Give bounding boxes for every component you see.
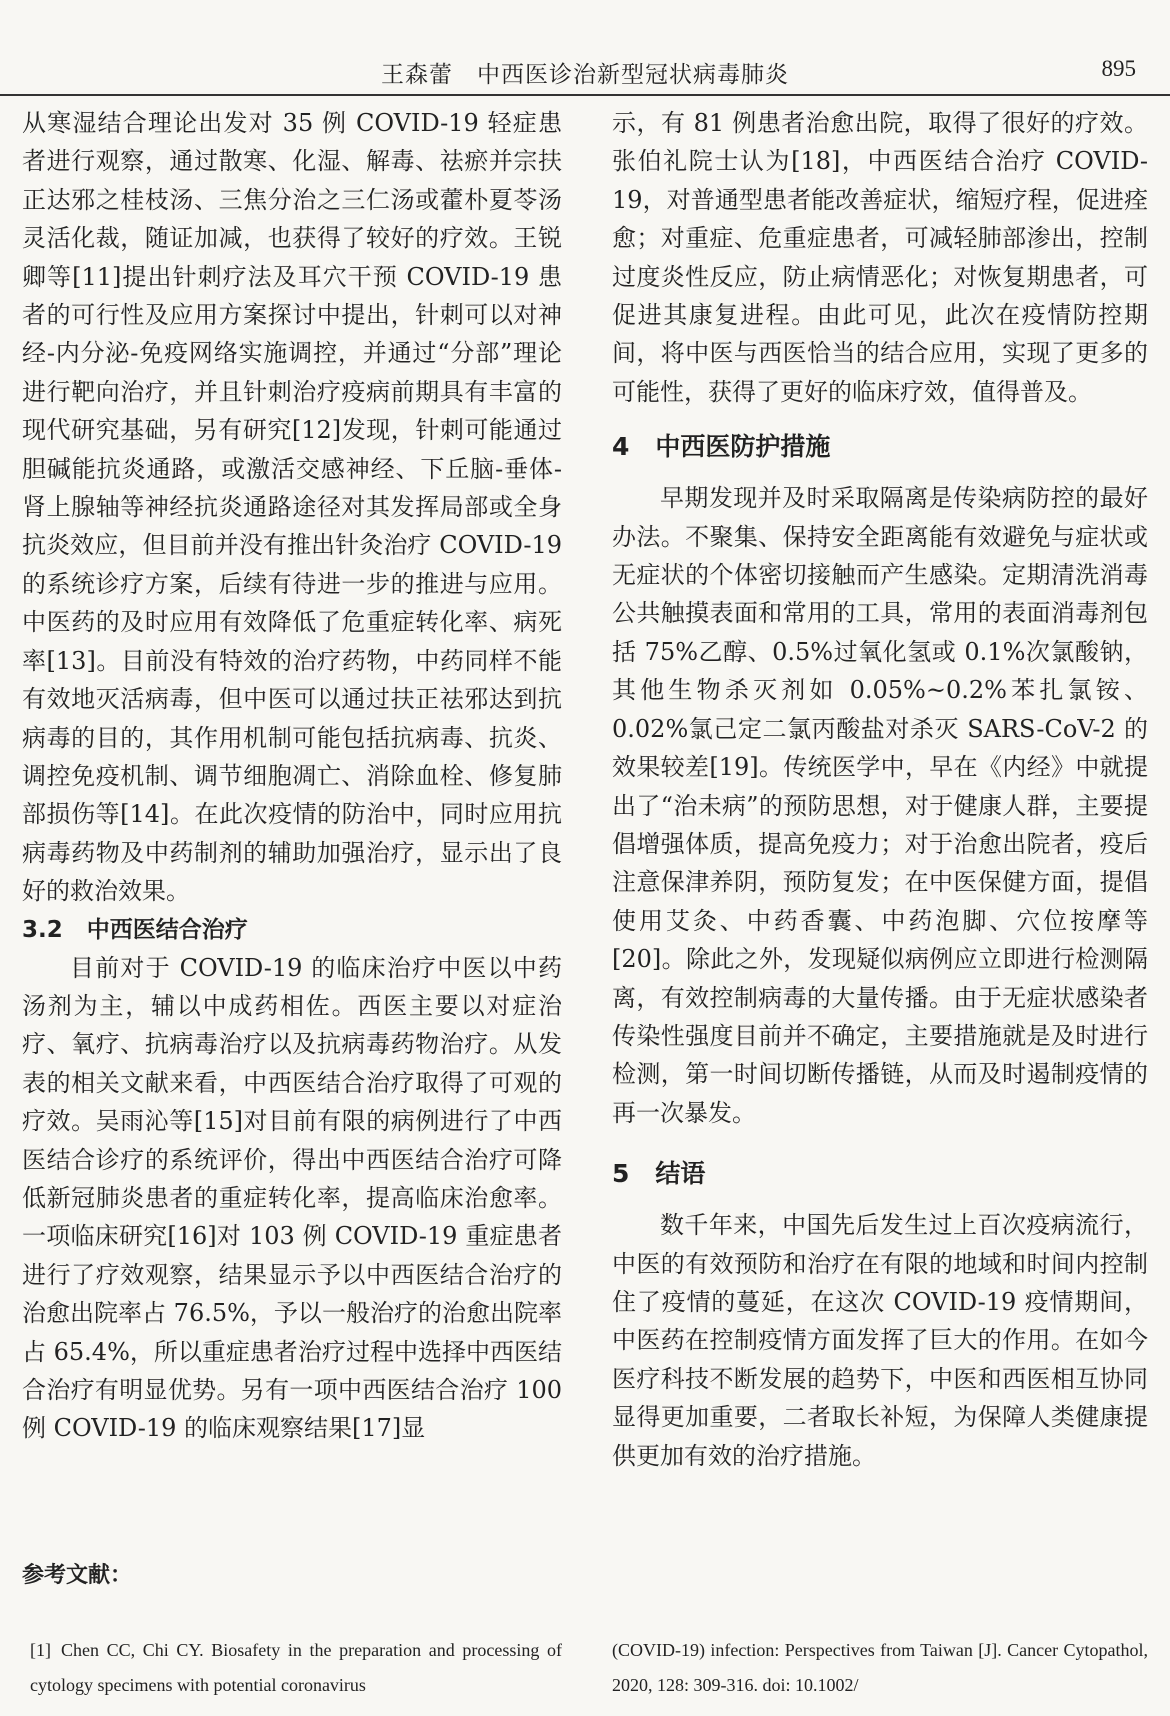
left-paragraph-1: 从寒湿结合理论出发对 35 例 COVID-19 轻症患者进行观察，通过散寒、化湿、解毒、祛瘀并宗扶正达邪之桂枝汤、三焦分治之三仁汤或藿朴夏苓汤灵活化裁，随证加减，也获得了较好的疗效。王锐卿等[11]提出针刺疗法及耳穴干预 COVID-19 患者的可行性及应用方案探讨中提出，针刺可以对神经-内分泌-免疫网络实施调控，并通过“分部”理论进行靶向治疗，并且针刺治疗疫病前期具有丰富的现代研究基础，另有研究[12]发现，针刺可能通过胆碱能抗炎通路，或激活交感神经、下丘脑-垂体-肾上腺轴等神经抗炎通路途径对其发挥局部或全身抗炎效应，但目前并没有推出针灸治疗 COVID-19 的系统诊疗方案，后续有待进一步的推进与应用。中医药的及时应用有效降低了危重症转化率、病死率[13]。目前没有特效的治疗药物，中药同样不能有效地灭活病毒，但中医可以通过扶正祛邪达到抗病毒的目的，其作用机制可能包括抗病毒、抗炎、调控免疫机制、调节细胞凋亡、消除血栓、修复肺部损伤等[14]。在此次疫情的防治中，同时应用抗病毒药物及中药制剂的辅助加强治疗，显示出了良好的救治效果。 bbox=[22, 109, 562, 906]
reference-1-part-2 bbox=[612, 1633, 1148, 1703]
running-title: 王森蕾 中西医诊治新型冠状病毒肺炎 bbox=[381, 62, 789, 88]
references-heading: 参考文献： bbox=[22, 1563, 133, 1588]
reference-text: Chen CC, Chi CY. Biosafety in the preparation and processing of cytology specimens with potential coronavirus bbox=[30, 1640, 562, 1695]
running-header bbox=[0, 48, 1170, 96]
left-column bbox=[22, 104, 562, 1448]
page-number: 895 bbox=[1101, 56, 1136, 81]
right-paragraph-2: 早期发现并及时采取隔离是传染病防控的最好办法。不聚集、保持安全距离能有效避免与症状或无症状的个体密切接触而产生感染。定期清洗消毒公共触摸表面和常用的工具，常用的表面消毒剂包括 75%乙醇、0.5%过氧化氢或 0.1%次氯酸钠，其他生物杀灭剂如 0.05%~0.2%苯扎氯铵、0.02%氯己定二氯丙酸盐对杀灭 SARS-CoV-2 的效果较差[19]。传统医学中，早在《内经》中就提出了“治未病”的预防思想，对于健康人群，主要提倡增强体质，提高免疫力；对于治愈出院者，疫后注意保津养阴，预防复发；在中医保健方面，提倡使用艾灸、中药香囊、中药泡脚、穴位按摩等[20]。除此之外，发现疑似病例应立即进行检测隔离，有效控制病毒的大量传播。由于无症状感染者传染性强度目前并不确定，主要措施就是及时进行检测，第一时间切断传播链，从而及时遏制疫情的再一次暴发。 bbox=[612, 484, 1148, 1127]
section-heading-4 bbox=[612, 423, 1148, 471]
subsection-heading-3-2 bbox=[22, 911, 562, 949]
right-column bbox=[612, 104, 1148, 1475]
section-heading-5 bbox=[612, 1150, 1148, 1198]
subsection-number: 3.2 bbox=[22, 916, 63, 943]
subsection-title: 中西医结合治疗 bbox=[86, 916, 248, 943]
reference-label: [1] bbox=[30, 1640, 51, 1660]
right-paragraph-1: 示，有 81 例患者治愈出院，取得了很好的疗效。张伯礼院士认为[18]，中西医结合治疗 COVID-19，对普通型患者能改善症状，缩短疗程，促进痊愈；对重症、危重症患者，可减轻肺部渗出，控制过度炎性反应，防止病情恶化；对恢复期患者，可促进其康复进程。由此可见，此次在疫情防控期间，将中医与西医恰当的结合应用，实现了更多的可能性，获得了更好的临床疗效，值得普及。 bbox=[612, 109, 1148, 406]
reference-1-part-1 bbox=[30, 1633, 562, 1703]
section-number: 5 bbox=[612, 1159, 630, 1189]
section-title: 结语 bbox=[655, 1159, 706, 1189]
right-paragraph-3: 数千年来，中国先后发生过上百次疫病流行，中医的有效预防和治疗在有限的地域和时间内控制住了疫情的蔓延，在这次 COVID-19 疫情期间，中医药在控制疫情方面发挥了巨大的作用。在如今医疗科技不断发展的趋势下，中医和西医相互协同显得更加重要，二者取长补短，为保障人类健康提供更加有效的治疗措施。 bbox=[612, 1211, 1148, 1470]
left-paragraph-2: 目前对于 COVID-19 的临床治疗中医以中药汤剂为主，辅以中成药相佐。西医主要以对症治疗、氧疗、抗病毒治疗以及抗病毒药物治疗。从发表的相关文献来看，中西医结合治疗取得了可观的疗效。吴雨沁等[15]对目前有限的病例进行了中西医结合诊疗的系统评价，得出中西医结合治疗可降低新冠肺炎患者的重症转化率，提高临床治愈率。一项临床研究[16]对 103 例 COVID-19 重症患者进行了疗效观察，结果显示予以中西医结合治疗的治愈出院率占 76.5%，予以一般治疗的治愈出院率占 65.4%，所以重症患者治疗过程中选择中西医结合治疗有明显优势。另有一项中西医结合治疗 100 例 COVID-19 的临床观察结果[17]显 bbox=[22, 953, 562, 1443]
section-number: 4 bbox=[612, 432, 630, 462]
section-title: 中西医防护措施 bbox=[655, 432, 831, 462]
reference-text: (COVID-19) infection: Perspectives from Taiwan [J]. Cancer Cytopathol, 2020, 128: 309-316. doi: 10.1002/ bbox=[612, 1640, 1148, 1695]
